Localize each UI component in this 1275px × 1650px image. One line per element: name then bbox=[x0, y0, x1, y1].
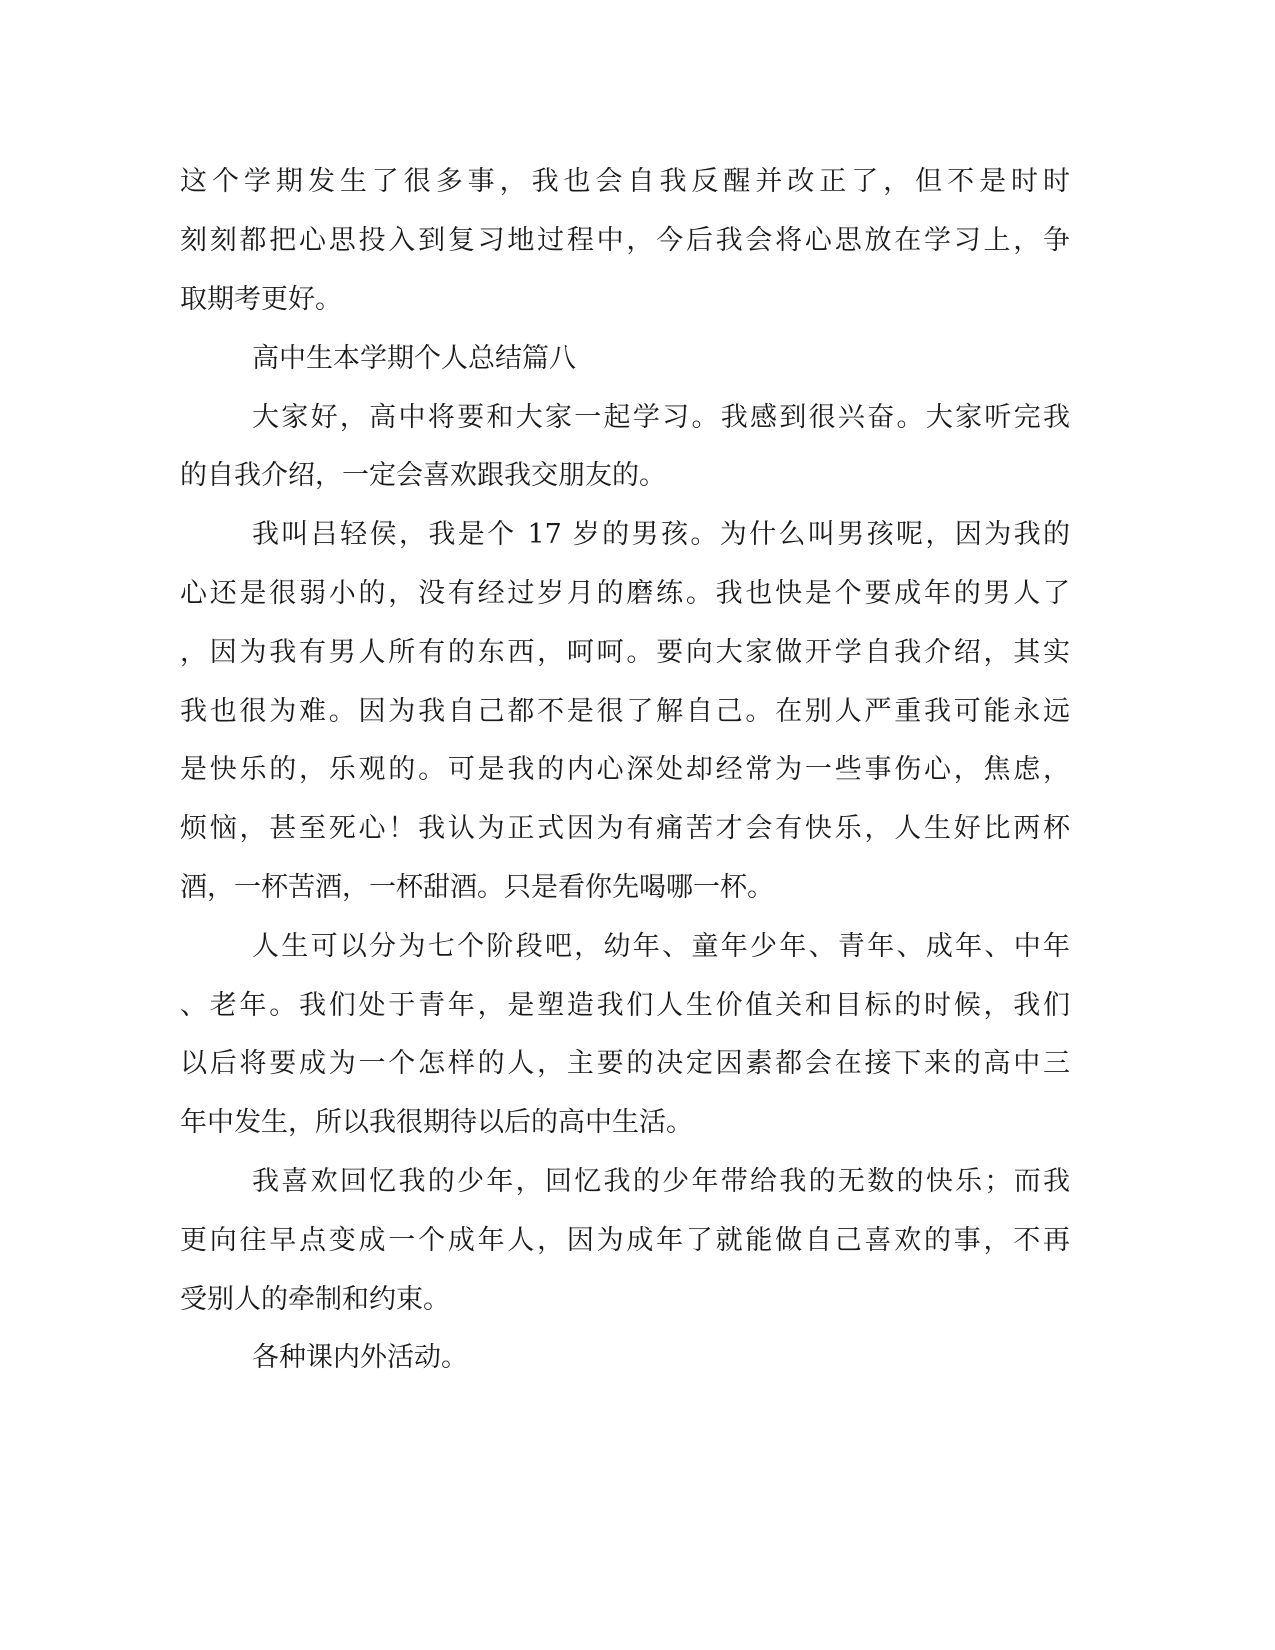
text-line: 心还是很弱小的，没有经过岁月的磨练。我也快是个要成年的男人了 bbox=[180, 578, 1070, 609]
text-line: 年中发生，所以我很期待以后的高中生活。 bbox=[180, 1107, 693, 1138]
section-heading: 高中生本学期个人总结篇八 bbox=[252, 343, 576, 374]
text-line: 取期考更好。 bbox=[180, 284, 342, 315]
text-line: 各种课内外活动。 bbox=[252, 1342, 468, 1373]
text-line: 、老年。我们处于青年，是塑造我们人生价值关和目标的时候，我们 bbox=[180, 990, 1070, 1021]
text-line: 烦恼，甚至死心！我认为正式因为有痛苦才会有快乐，人生好比两杯 bbox=[180, 813, 1070, 844]
text-line: 受别人的牵制和约束。 bbox=[180, 1284, 450, 1315]
text-line: 这个学期发生了很多事，我也会自我反醒并改正了，但不是时时 bbox=[180, 166, 1070, 197]
text-line: 我也很为难。因为我自己都不是很了解自己。在别人严重我可能永远 bbox=[180, 696, 1070, 727]
text-line: 人生可以分为七个阶段吧，幼年、童年少年、青年、成年、中年 bbox=[252, 931, 1070, 962]
text-line: 是快乐的，乐观的。可是我的内心深处却经常为一些事伤心，焦虑， bbox=[180, 754, 1070, 785]
text-line: 更向往早点变成一个成年人，因为成年了就能做自己喜欢的事，不再 bbox=[180, 1225, 1070, 1256]
text-line: 以后将要成为一个怎样的人，主要的决定因素都会在接下来的高中三 bbox=[180, 1048, 1070, 1079]
text-line: 我喜欢回忆我的少年，回忆我的少年带给我的无数的快乐；而我 bbox=[252, 1166, 1070, 1197]
text-line: 酒，一杯苦酒，一杯甜酒。只是看你先喝哪一杯。 bbox=[180, 872, 774, 903]
text-line: 我叫吕轻侯，我是个 17 岁的男孩。为什么叫男孩呢，因为我的 bbox=[252, 519, 1070, 550]
text-line: 的自我介绍，一定会喜欢跟我交朋友的。 bbox=[180, 460, 666, 491]
text-line: 大家好，高中将要和大家一起学习。我感到很兴奋。大家听完我 bbox=[252, 402, 1070, 433]
text-line: ，因为我有男人所有的东西，呵呵。要向大家做开学自我介绍，其实 bbox=[180, 637, 1070, 668]
text-line: 刻刻都把心思投入到复习地过程中，今后我会将心思放在学习上，争 bbox=[180, 225, 1070, 256]
